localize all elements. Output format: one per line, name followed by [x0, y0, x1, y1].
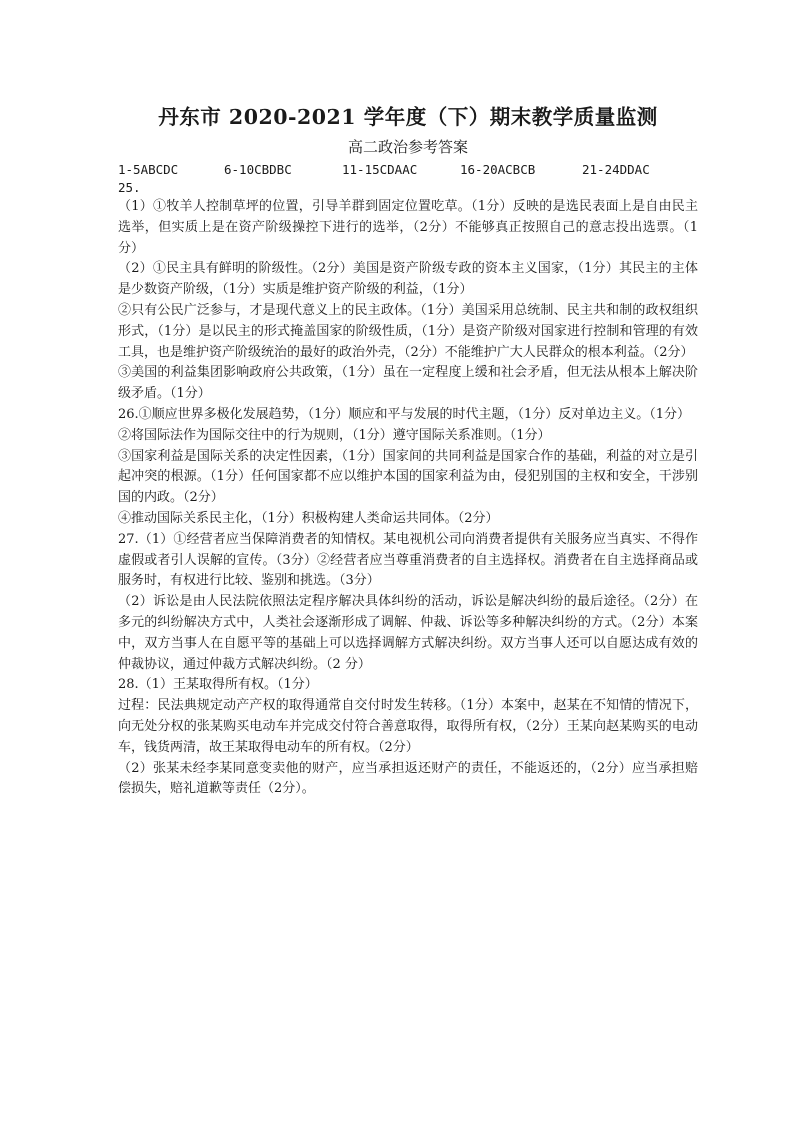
answer-paragraph: （2）①民主具有鲜明的阶级性。（2分）美国是资产阶级专政的资本主义国家，（1分）其民主的主体是少数资产阶级，（1分）实质是维护资产阶级的利益，（1分） [118, 261, 698, 298]
choice-answer-group: 6-10CBDBC [224, 162, 292, 177]
choice-answers-row [118, 161, 698, 179]
answer-paragraph: 过程：民法典规定动产产权的取得通常自交付时发生转移。（1分）本案中，赵某在不知情的情况下，向无处分权的张某购买电动车并完成交付符合善意取得，取得所有权，（2分）王某向赵某购买的电动车，钱货两清，故王某取得电动车的所有权。（2分） [118, 698, 698, 755]
page-subtitle: 高二政治参考答案 [347, 138, 468, 156]
question-25-label: 25. [118, 180, 141, 195]
answer-sheet [118, 104, 698, 800]
choice-answer-group: 1-5ABCDC [118, 162, 179, 177]
choice-answer-group: 11-15CDAAC [342, 162, 418, 177]
answer-paragraph: 27.（1）①经营者应当保障消费者的知情权。某电视机公司向消费者提供有关服务应当真实、不得作虚假或者引人误解的宣传。（3分）②经营者应当尊重消费者的自主选择权。消费者在自主选择商品或服务时，有权进行比较、鉴别和挑选。（3分） [118, 531, 698, 589]
answer-paragraph: ②将国际法作为国际交往中的行为规则，（1分）遵守国际关系准则。（1分） [118, 427, 551, 443]
answer-paragraph: （2）诉讼是由人民法院依照法定程序解决具体纠纷的活动，诉讼是解决纠纷的最后途径。（2分）在多元的纠纷解决方式中，人类社会逐渐形成了调解、仲裁、诉讼等多种解决纠纷的方式。（2分）本案中，双方当事人在自愿平等的基础上可以选择调解方式解决纠纷。双方当事人还可以自愿达成有效的仲裁协议，通过仲裁方式解决纠纷。（2 分） [118, 594, 698, 672]
answer-paragraph: （2）张某未经李某同意变卖他的财产，应当承担返还财产的责任，不能返还的，（2分）应当承担赔偿损失，赔礼道歉等责任（2分）。 [118, 760, 698, 797]
answer-paragraph: ④推动国际关系民主化，（1分）积极构建人类命运共同体。（2分） [118, 510, 499, 526]
answer-paragraph: （1）①牧羊人控制草坪的位置，引导羊群到固定位置吃草。（1分）反映的是选民表面上是自由民主选举，但实质上是在资产阶级操控下进行的选举，（2分）不能够真正按照自己的意志投出选票。（1分） [118, 199, 698, 256]
answer-paragraph: ②只有公民广泛参与，才是现代意义上的民主政体。（1分）美国采用总统制、民主共和制的政权组织形式，（1分）是以民主的形式掩盖国家的阶级性质，（1分）是资产阶级对国家进行控制和管理的有效工具，也是维护资产阶级统治的最好的政治外壳，（2分）不能维护广大人民群众的根本利益。（2分） [118, 302, 698, 360]
choice-answer-group: 16-20ACBCB [460, 162, 536, 177]
page-title: 丹东市 2020-2021 学年度（下）期末教学质量监测 [158, 105, 658, 129]
answer-paragraph: 26.①顺应世界多极化发展趋势，（1分）顺应和平与发展的时代主题，（1分）反对单边主义。（1分） [118, 406, 690, 422]
answer-paragraph: ③国家利益是国际关系的决定性因素，（1分）国家间的共同利益是国家合作的基础，利益的对立是引起冲突的根源。（1分）任何国家都不应以维护本国的国家利益为由，侵犯别国的主权和安全，干涉别国的内政。（2分） [118, 448, 698, 506]
answer-paragraph: 28.（1）王某取得所有权。（1分） [118, 677, 318, 693]
choice-answer-group: 21-24DDAC [582, 162, 650, 177]
answer-paragraph: ③美国的利益集团影响政府公共政策，（1分）虽在一定程度上缓和社会矛盾，但无法从根本上解决阶级矛盾。（1分） [118, 365, 698, 402]
